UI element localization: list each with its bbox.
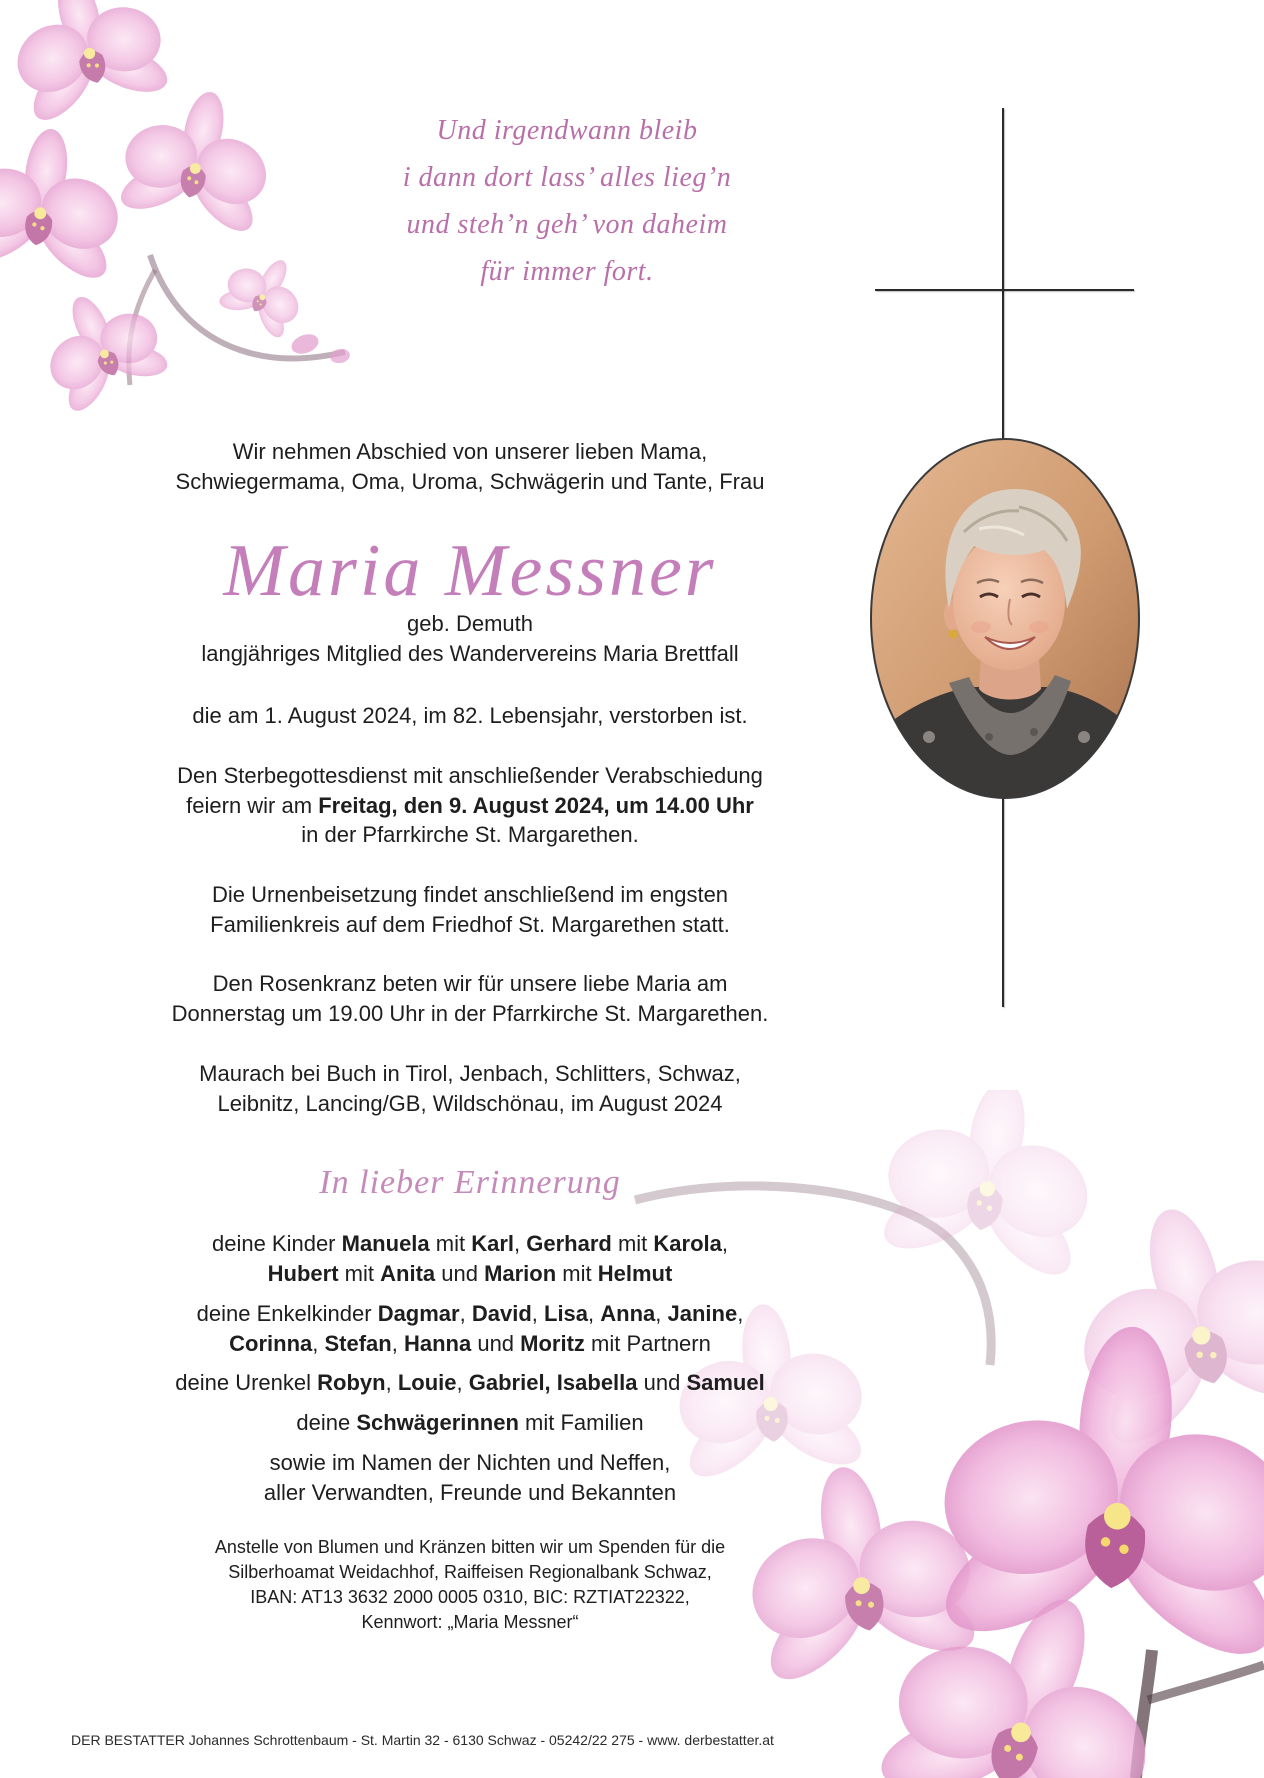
survivor-name: Anita <box>380 1260 436 1286</box>
orchid-top-left-decoration <box>0 0 380 460</box>
birth-name: geb. Demuth <box>407 611 533 636</box>
great-grandchildren-line <box>80 1368 860 1398</box>
survivor-name: David <box>471 1301 532 1326</box>
death-statement <box>80 701 860 731</box>
memory-heading: In lieber Erinnerung <box>319 1164 621 1201</box>
survivor-name: Samuel <box>686 1370 765 1395</box>
funeral-home-footer: DER BESTATTER Johannes Schrottenbaum - St. Martin 32 - 6130 Schwaz - 05242/22 275 - www. derbestatter.at <box>71 1732 774 1748</box>
funeral-service <box>80 761 860 850</box>
survivors-grandchildren <box>80 1299 860 1358</box>
survivor-name: Gerhard <box>526 1231 612 1256</box>
survivor-name: Karola <box>653 1231 722 1256</box>
poem-line: i dann dort lass’ alles lieg’n <box>402 162 732 193</box>
service-date: Freitag, den 9. August 2024, um 14.00 Uhr <box>318 792 754 818</box>
survivor-name: Lisa <box>544 1301 589 1326</box>
text-segment: deine Enkelkinder <box>196 1301 378 1326</box>
survivors-children <box>80 1229 860 1288</box>
poem <box>330 107 804 295</box>
cross-horizontal-bar <box>875 289 1134 291</box>
survivor-name: Hanna <box>403 1330 472 1356</box>
survivor-name: Anna <box>600 1301 656 1326</box>
text-segment: , <box>459 1301 472 1326</box>
survivor-name: Robyn <box>317 1370 386 1395</box>
donation-line: Silberhoamat Weidachhof, Raiffeisen Regionalbank Schwaz, <box>228 1562 712 1582</box>
survivor-name: Manuela <box>341 1231 430 1256</box>
text-segment: deine Kinder <box>211 1231 342 1256</box>
deceased-name: Maria Messner <box>223 530 717 612</box>
orchid-flower <box>208 239 321 348</box>
donation-line: IBAN: AT13 3632 2000 0005 0310, BIC: RZTIAT22322, <box>250 1587 690 1607</box>
survivor-name: Isabella <box>556 1370 638 1395</box>
donation-line: Kennwort: „Maria Messner“ <box>361 1612 579 1632</box>
poem-line: Und irgendwann bleib <box>436 115 698 146</box>
orchid-stem <box>1148 1665 1264 1700</box>
orchid-flower <box>0 117 139 293</box>
text-segment: , <box>737 1301 744 1326</box>
survivors-others <box>80 1448 860 1507</box>
orchid-bud <box>329 347 351 364</box>
text-segment: , <box>588 1301 601 1326</box>
orchid-flower <box>104 75 290 246</box>
text-segment: mit <box>556 1260 598 1286</box>
survivor-name: Marion <box>484 1260 557 1286</box>
text-segment: , <box>312 1330 325 1356</box>
survivor-name: Janine <box>667 1301 738 1326</box>
children-line <box>80 1229 860 1259</box>
text-segment: mit Familien <box>518 1410 644 1435</box>
others-line: aller Verwandten, Freunde und Bekannten <box>263 1479 677 1505</box>
survivor-name: Karl <box>471 1231 515 1256</box>
text-segment: mit <box>429 1231 472 1256</box>
survivor-name: Helmut <box>597 1260 673 1286</box>
survivor-name: Louie <box>397 1370 457 1395</box>
urn-burial <box>80 880 860 939</box>
survivor-name: Moritz <box>520 1330 585 1356</box>
survivors-sisters-in-law <box>80 1408 860 1438</box>
rosary-line: Den Rosenkranz beten wir für unsere liebe Maria am <box>212 971 728 996</box>
orchid-flower <box>861 1090 1118 1295</box>
text-segment: , <box>721 1231 729 1256</box>
children-line <box>80 1259 860 1289</box>
places-line: Leibnitz, Lancing/GB, Wildschönau, im August 2024 <box>217 1090 723 1116</box>
text-segment: feiern wir am <box>186 792 319 818</box>
text-segment: deine <box>296 1410 357 1435</box>
text-segment: , <box>531 1301 544 1326</box>
text-segment: deine Urenkel <box>175 1370 318 1395</box>
donation-line: Anstelle von Blumen und Kränzen bitten wir um Spenden für die <box>214 1537 726 1557</box>
intro-line: Wir nehmen Abschied von unserer lieben Mama, <box>232 439 708 464</box>
burial-line: Familienkreis auf dem Friedhof St. Margarethen statt. <box>210 911 730 937</box>
portrait-frame <box>869 437 1141 800</box>
death-line: die am 1. August 2024, im 82. Lebensjahr, verstorben ist. <box>192 703 748 728</box>
places-and-date <box>80 1059 860 1118</box>
text-segment: mit Partnern <box>584 1330 711 1356</box>
poem-line: für immer fort. <box>480 256 654 287</box>
survivor-name: Gabriel, <box>468 1370 551 1395</box>
sisters-in-law-line <box>80 1408 860 1438</box>
text-segment: , <box>514 1231 527 1256</box>
deceased-details <box>80 609 860 668</box>
grandchildren-line <box>80 1299 860 1329</box>
service-line <box>80 791 860 821</box>
poem-line: und steh’n geh’ von daheim <box>406 209 728 240</box>
orchid-flower <box>20 271 183 426</box>
survivor-name: Corinna <box>229 1330 313 1356</box>
intro-line: Schwiegermama, Oma, Uroma, Schwägerin und Tante, Frau <box>175 468 765 494</box>
donation-request <box>80 1535 860 1635</box>
text-segment: , <box>391 1330 404 1356</box>
service-line: in der Pfarrkirche St. Margarethen. <box>301 822 639 847</box>
text-segment: und <box>637 1370 687 1395</box>
survivor-name: Dagmar <box>377 1301 460 1326</box>
portrait-photo <box>869 437 1141 800</box>
survivor-name: Hubert <box>267 1260 339 1286</box>
others-line: sowie im Namen der Nichten und Neffen, <box>269 1450 671 1475</box>
orchid-flower <box>0 0 186 137</box>
text-segment: , <box>456 1370 469 1395</box>
survivor-name: Schwägerinnen <box>356 1410 519 1435</box>
rosary <box>80 969 860 1028</box>
text-segment: mit <box>338 1260 381 1286</box>
intro-text <box>80 437 860 496</box>
places-line: Maurach bei Buch in Tirol, Jenbach, Schlitters, Schwaz, <box>199 1061 741 1086</box>
service-line: Den Sterbegottesdienst mit anschließender Verabschiedung <box>177 763 763 788</box>
orchid-bud <box>289 331 321 357</box>
text-segment: , <box>655 1301 668 1326</box>
rosary-line: Donnerstag um 19.00 Uhr in der Pfarrkirche St. Margarethen. <box>171 1000 769 1026</box>
burial-line: Die Urnenbeisetzung findet anschließend im engsten <box>211 882 729 907</box>
text-segment: und <box>471 1330 521 1356</box>
text-segment: mit <box>611 1231 654 1256</box>
survivor-name: Stefan <box>324 1330 392 1356</box>
grandchildren-line <box>80 1329 860 1359</box>
survivors-great-grandchildren <box>80 1368 860 1398</box>
text-segment: und <box>435 1260 485 1286</box>
text-segment: , <box>385 1370 398 1395</box>
membership: langjähriges Mitglied des Wandervereins Maria Brettfall <box>201 640 739 666</box>
